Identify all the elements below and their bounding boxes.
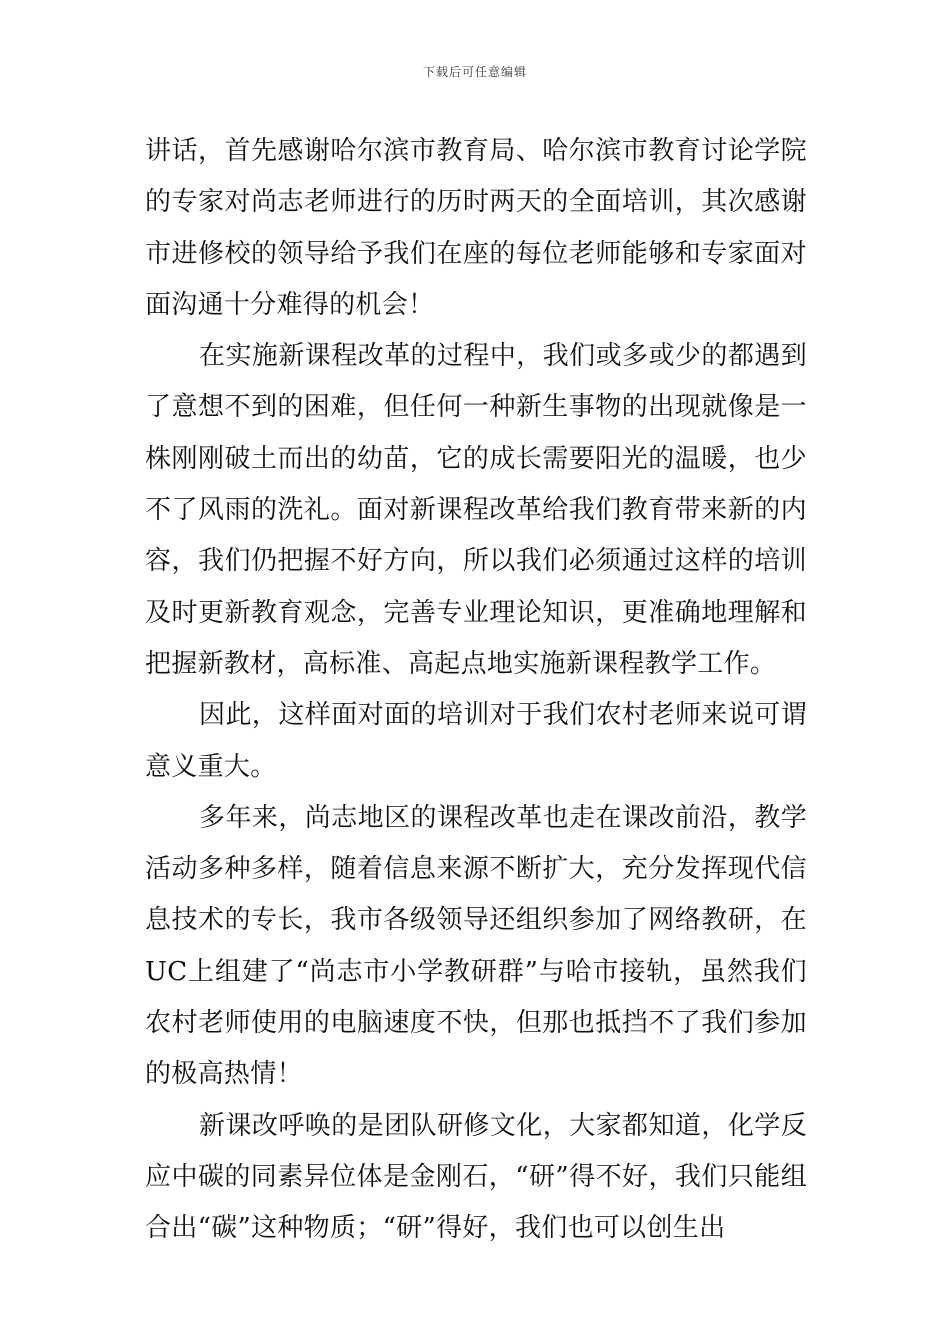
paragraph-3: 因此，这样面对面的培训对于我们农村老师来说可谓意义重大。 xyxy=(145,700,807,782)
paragraph-1: 讲话，首先感谢哈尔滨市教育局、哈尔滨市教育讨论学院的专家对尚志老师进行的历时两天的全面培训，其次感谢市进修校的领导给予我们在座的每位老师能够和专家面对面沟通十分难得的机会！ xyxy=(145,136,807,320)
paragraph-4: 多年来，尚志地区的课程改革也走在课改前沿，教学活动多种多样，随着信息来源不断扩大，充分发挥现代信息技术的专长，我市各级领导还组织参加了网络教研，在UC上组建了“尚志市小学教研群”与哈市接轨，虽然我们农村老师使用的电脑速度不快，但那也抵挡不了我们参加的极高热情！ xyxy=(145,802,807,1090)
paragraph-2: 在实施新课程改革的过程中，我们或多或少的都遇到了意想不到的困难，但任何一种新生事物的出现就像是一株刚刚破土而出的幼苗，它的成长需要阳光的温暖，也少不了风雨的洗礼。面对新课程改革给我们教育带来新的内容，我们仍把握不好方向，所以我们必须通过这样的培训及时更新教育观念，完善专业理论知识，更准确地理解和把握新教材，高标准、高起点地实施新课程教学工作。 xyxy=(145,341,807,679)
document-body xyxy=(145,126,807,1255)
paragraph-5: 新课改呼唤的是团队研修文化，大家都知道，化学反应中碳的同素异位体是金刚石，“研”得不好，我们只能组合出“碳”这种物质；“研”得好，我们也可以创生出 xyxy=(145,1110,807,1244)
page-header-note: 下载后可任意编辑 xyxy=(422,65,527,79)
